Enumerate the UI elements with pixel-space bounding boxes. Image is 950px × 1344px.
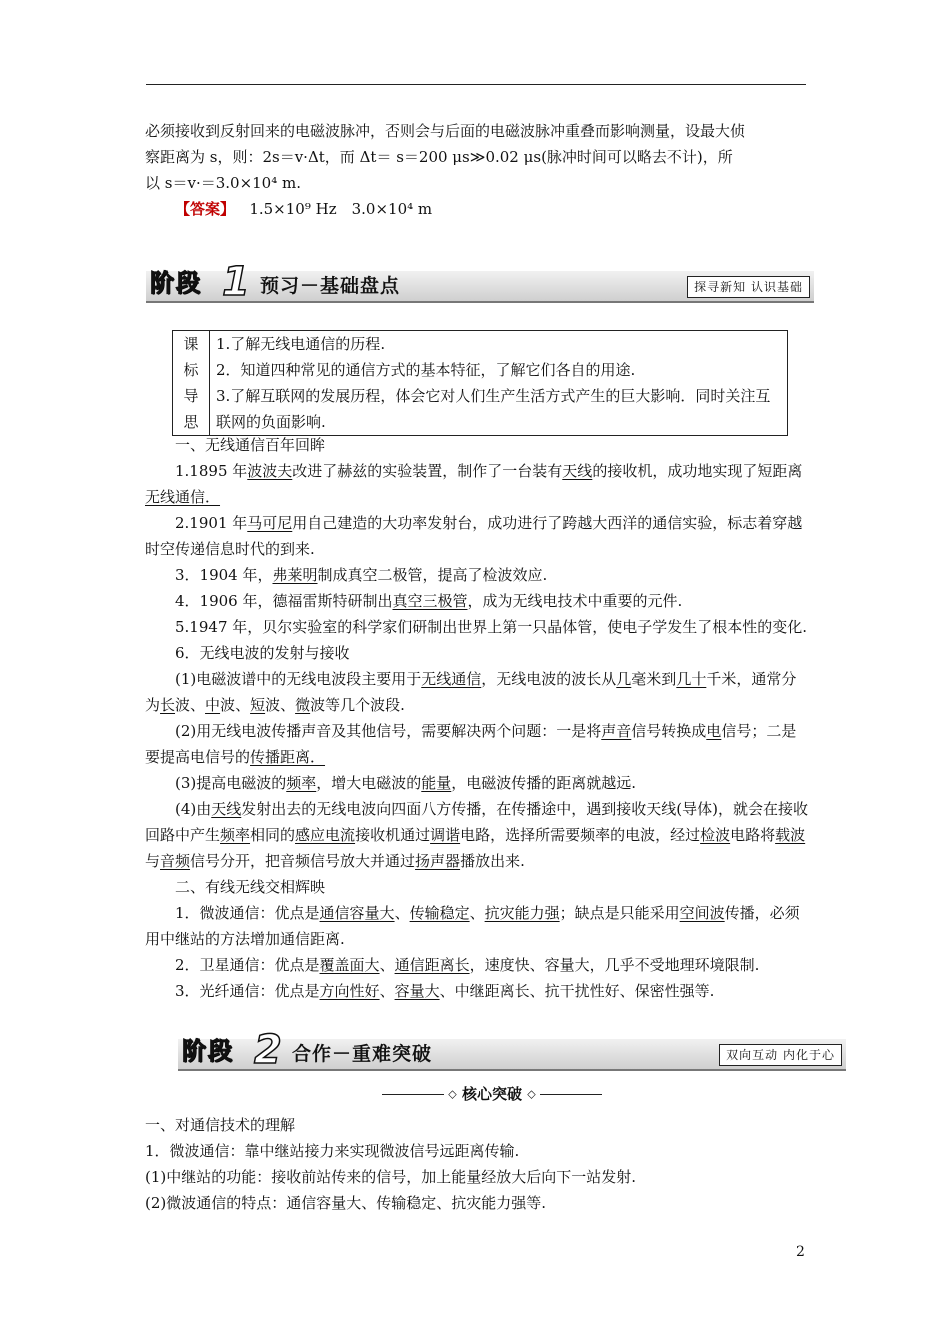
paragraph: (1)中继站的功能：接收前站传来的信号，加上能量经放大后向下一站发射. [145,1168,637,1186]
header-rule [146,84,806,85]
paragraph: (4)由天线发射出去的无线电波向四面八方传播，在传播途中，遇到接收天线(导体)，就会在接收回路中产生频率相同的感应电流接收机通过调谐电路，选择所需要频率的电波，经过检波电路将载波与音频信号分开，把音频信号放大并通过扬声器播放出来. [145,800,808,870]
goal-item: 2．知道四种常见的通信方式的基本特征，了解它们各自的用途. [216,361,636,379]
diamond-icon: ◇ [448,1087,457,1101]
stage-word: 阶段 [150,269,202,297]
main-text [145,432,810,1004]
stage-word: 阶段 [182,1037,234,1065]
paragraph: 1.1895 年波波夫改进了赫兹的实验装置，制作了一台装有天线的接收机，成功地实现了短距离无线通信． [145,462,803,506]
section-heading: 一、无线通信百年回眸 [175,436,326,454]
stage-tag: 双向互动 内化于心 [719,1044,842,1066]
answer-text: 1.5×10⁹ Hz 3.0×10⁴ m [249,200,433,218]
paragraph: 2.1901 年马可尼用自己建造的大功率发射台，成功进行了跨越大西洋的通信实验，标志着穿越时空传递信息时代的到来. [145,514,803,558]
answer-label: 【答案】 [175,200,236,218]
intro-block [145,118,810,222]
stage-number: 1 [222,259,250,305]
page-number: 2 [796,1244,805,1260]
paragraph: 6．无线电波的发射与接收 [175,644,350,662]
intro-line: 察距离为 s，则：2s＝v·Δt，而 Δt＝ s＝200 μs≫0.02 μs(脉冲时间可以略去不计)，所 [145,148,733,166]
paragraph: 3．1904 年，弗莱明制成真空二极管，提高了检波效应. [175,566,548,584]
stage1-banner [146,259,814,305]
paragraph: (3)提高电磁波的频率，增大电磁波的能量，电磁波传播的距离就越远. [175,774,637,792]
goals-label-char: 导 [183,387,199,405]
intro-line: 必须接收到反射回来的电磁波脉冲，否则会与后面的电磁波脉冲重叠而影响测量，设最大侦 [145,122,746,140]
goals-label [173,331,210,436]
paragraph: (1)电磁波谱中的无线电波段主要用于无线通信，无线电波的波长从几毫米到几十千米，通常分为长波、中波、短波、微波等几个波段. [145,670,797,714]
goal-item: 1.了解无线电通信的历程. [216,335,386,353]
goal-item: 3.了解互联网的发展历程，体会它对人们生产生活方式产生的巨大影响．同时关注互联网的负面影响. [216,387,771,431]
stage2-banner [178,1027,846,1073]
diamond-icon: ◇ [527,1087,536,1101]
paragraph: (2)微波通信的特点：通信容量大、传输稳定、抗灾能力强等. [145,1194,547,1212]
goals-label-char: 课 [183,335,199,353]
paragraph: 3．光纤通信：优点是方向性好、容量大、中继距离长、抗干扰性好、保密性强等. [175,982,715,1000]
goals-label-char: 思 [183,413,199,431]
title-rule [382,1094,444,1095]
stage-tag: 探寻新知 认识基础 [687,276,810,298]
paragraph: 1．微波通信：靠中继站接力来实现微波信号远距离传输. [145,1142,520,1160]
paragraph: 5.1947 年，贝尔实验室的科学家们研制出世界上第一只晶体管，使电子学发生了根本性的变化. [175,618,808,636]
paragraph: 1．微波通信：优点是通信容量大、传输稳定、抗灾能力强；缺点是只能采用空间波传播，必须用中继站的方法增加通信距离. [145,904,800,948]
paragraph: 4．1906 年，德福雷斯特研制出真空三极管，成为无线电技术中重要的元件. [175,592,683,610]
paragraph: 2．卫星通信：优点是覆盖面大、通信距离长，速度快、容量大，几乎不受地理环境限制. [175,956,760,974]
answer-line [145,196,810,222]
goals-table [172,330,788,436]
section-heading: 一、对通信技术的理解 [145,1116,296,1134]
intro-line: 以 s＝v·＝3.0×10⁴ m. [145,174,301,192]
title-rule [540,1094,602,1095]
stage-title: 预习－基础盘点 [260,275,401,297]
stage-title: 合作－重难突破 [292,1043,433,1065]
paragraph: (2)用无线电波传播声音及其他信号，需要解决两个问题：一是将声音信号转换成电信号；二是要提高电信号的传播距离． [145,722,797,766]
stage-number: 2 [254,1027,282,1073]
core-text [145,1112,810,1216]
goals-body [210,331,788,436]
core-title-text: 核心突破 [461,1085,522,1103]
section-heading: 二、有线无线交相辉映 [175,878,326,896]
core-title [360,1082,624,1107]
goals-label-char: 标 [183,361,199,379]
